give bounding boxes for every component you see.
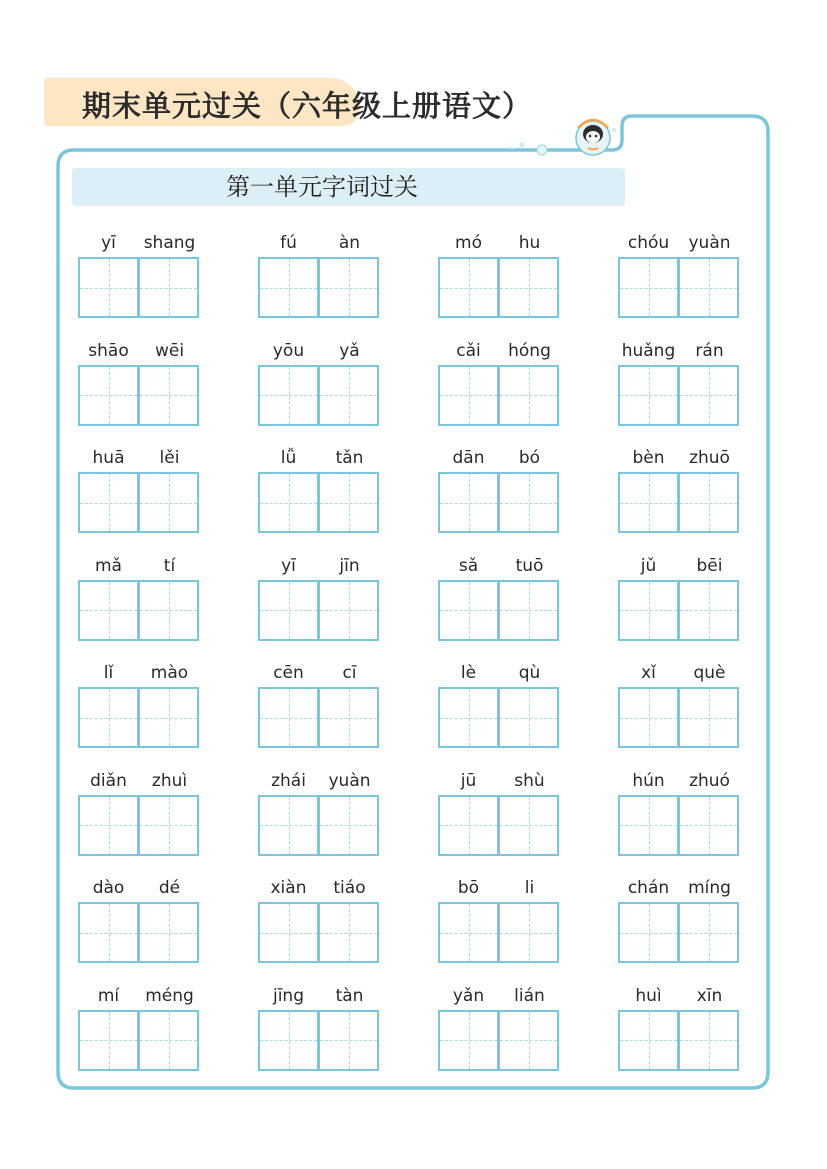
writing-box[interactable] [438, 257, 499, 318]
pinyin-row [618, 660, 740, 686]
writing-box[interactable] [618, 472, 679, 533]
section-header [72, 168, 625, 206]
pinyin-row [78, 983, 200, 1009]
pinyin-label: huì [635, 985, 662, 1006]
writing-box[interactable] [138, 472, 199, 533]
pinyin-label: jīng [272, 985, 304, 1006]
pinyin-label: qù [518, 663, 541, 683]
pinyin-label: rán [695, 340, 724, 361]
pinyin-label: dào [92, 878, 125, 898]
word-item [618, 875, 740, 965]
writing-box[interactable] [498, 580, 559, 641]
pinyin-label: mǎ [95, 555, 122, 576]
word-item [618, 338, 740, 428]
pinyin-label: méng [145, 985, 194, 1006]
writing-box[interactable] [78, 580, 139, 641]
pinyin-label: chán [627, 878, 670, 898]
writing-box[interactable] [618, 795, 679, 856]
pinyin-row [438, 230, 560, 256]
word-item [438, 983, 560, 1073]
word-item [438, 338, 560, 428]
word-item [258, 768, 380, 858]
pinyin-label: lè [460, 663, 477, 683]
pinyin-row [438, 660, 560, 686]
pinyin-row [438, 445, 560, 471]
writing-box[interactable] [678, 580, 739, 641]
writing-box[interactable] [78, 1010, 139, 1071]
writing-box[interactable] [78, 365, 139, 426]
pinyin-row [258, 230, 380, 256]
word-item [78, 338, 200, 428]
writing-box[interactable] [498, 472, 559, 533]
writing-box[interactable] [618, 902, 679, 963]
pinyin-label: yǎ [339, 340, 360, 361]
pinyin-row [258, 875, 380, 901]
word-item [78, 445, 200, 535]
writing-box[interactable] [498, 257, 559, 318]
writing-box[interactable] [138, 1010, 199, 1071]
writing-box[interactable] [438, 687, 499, 748]
writing-box[interactable] [498, 1010, 559, 1071]
writing-box[interactable] [78, 795, 139, 856]
pinyin-label: yī [101, 233, 116, 253]
word-item [258, 338, 380, 428]
pinyin-label: mào [150, 663, 189, 683]
writing-box[interactable] [138, 580, 199, 641]
writing-box[interactable] [78, 257, 139, 318]
writing-box[interactable] [258, 580, 319, 641]
writing-box[interactable] [318, 472, 379, 533]
pinyin-label: sǎ [458, 555, 479, 576]
writing-box[interactable] [618, 687, 679, 748]
pinyin-label: hún [632, 770, 665, 791]
pinyin-row [438, 875, 560, 901]
writing-box[interactable] [438, 795, 499, 856]
pinyin-label: bèn [632, 448, 665, 468]
pinyin-label: cī [342, 663, 357, 683]
word-item [258, 983, 380, 1073]
pinyin-label: jǔ [640, 555, 657, 576]
word-item [618, 553, 740, 643]
pinyin-row [618, 983, 740, 1009]
pinyin-label: tiáo [333, 878, 366, 898]
writing-box[interactable] [438, 1010, 499, 1071]
writing-box[interactable] [138, 365, 199, 426]
pinyin-label: jīn [339, 555, 360, 576]
page-title: 期末单元过关（六年级上册语文） [82, 89, 533, 123]
pinyin-row [258, 445, 380, 471]
mascot-icon [576, 120, 610, 155]
pinyin-label: dān [452, 448, 485, 468]
writing-box[interactable] [258, 1010, 319, 1071]
writing-box[interactable] [318, 580, 379, 641]
pinyin-row [258, 553, 380, 579]
pinyin-row [78, 875, 200, 901]
writing-box[interactable] [318, 902, 379, 963]
writing-box[interactable] [618, 365, 679, 426]
pinyin-label: shāo [88, 340, 129, 361]
pinyin-label: lǐ [103, 663, 114, 683]
pinyin-label: yuàn [688, 233, 731, 253]
pinyin-label: zhuō [689, 448, 730, 468]
word-item [438, 230, 560, 320]
word-item [258, 875, 380, 965]
writing-box[interactable] [618, 1010, 679, 1071]
writing-box[interactable] [258, 365, 319, 426]
pinyin-label: yī [281, 555, 296, 576]
word-item [78, 983, 200, 1073]
writing-box[interactable] [78, 472, 139, 533]
pinyin-row [258, 768, 380, 794]
pinyin-row [618, 553, 740, 579]
pinyin-row [78, 230, 200, 256]
writing-box[interactable] [258, 472, 319, 533]
writing-box[interactable] [498, 687, 559, 748]
writing-box[interactable] [138, 795, 199, 856]
writing-box[interactable] [678, 1010, 739, 1071]
word-item [78, 553, 200, 643]
pinyin-label: zhái [271, 770, 306, 791]
writing-box[interactable] [498, 902, 559, 963]
pinyin-row [438, 338, 560, 364]
pinyin-label: yuàn [328, 770, 371, 791]
pinyin-label: xǐ [641, 663, 656, 683]
word-item [438, 768, 560, 858]
word-item [438, 445, 560, 535]
writing-box[interactable] [318, 257, 379, 318]
word-item [618, 445, 740, 535]
pinyin-label: xīn [696, 985, 723, 1006]
word-item [258, 553, 380, 643]
pinyin-label: jū [460, 770, 477, 791]
pinyin-row [618, 338, 740, 364]
pinyin-label: què [693, 663, 726, 683]
pinyin-label: tí [163, 555, 176, 576]
pinyin-label: li [524, 878, 535, 898]
word-item [618, 660, 740, 750]
writing-box[interactable] [78, 687, 139, 748]
writing-box[interactable] [138, 257, 199, 318]
pinyin-label: bō [457, 878, 480, 898]
pinyin-label: lǚ [280, 448, 297, 468]
writing-box[interactable] [258, 257, 319, 318]
word-item [618, 230, 740, 320]
pinyin-row [78, 338, 200, 364]
pinyin-label: bēi [696, 555, 723, 576]
word-item [78, 875, 200, 965]
writing-box[interactable] [258, 795, 319, 856]
writing-box[interactable] [678, 257, 739, 318]
writing-box[interactable] [618, 257, 679, 318]
pinyin-row [618, 445, 740, 471]
section-title: 第一单元字词过关 [226, 173, 418, 201]
pinyin-row [258, 983, 380, 1009]
pinyin-label: lián [514, 985, 545, 1006]
writing-box[interactable] [678, 687, 739, 748]
writing-box[interactable] [78, 902, 139, 963]
pinyin-row [78, 768, 200, 794]
writing-box[interactable] [678, 365, 739, 426]
pinyin-label: lěi [159, 448, 180, 468]
writing-box[interactable] [318, 795, 379, 856]
pinyin-label: diǎn [90, 770, 127, 791]
writing-box[interactable] [138, 902, 199, 963]
pinyin-label: yǎn [452, 985, 485, 1006]
pinyin-label: shang [143, 233, 196, 253]
word-item [258, 660, 380, 750]
pinyin-label: tàn [335, 985, 364, 1006]
pinyin-label: wēi [154, 340, 185, 361]
pinyin-label: tǎn [335, 448, 364, 468]
pinyin-row [78, 553, 200, 579]
writing-box[interactable] [618, 580, 679, 641]
pinyin-label: bó [518, 448, 541, 468]
pinyin-row [618, 768, 740, 794]
writing-box[interactable] [138, 687, 199, 748]
word-item [258, 230, 380, 320]
writing-box[interactable] [498, 795, 559, 856]
word-item [438, 875, 560, 965]
word-item [618, 983, 740, 1073]
pinyin-row [78, 660, 200, 686]
pinyin-row [618, 230, 740, 256]
pinyin-label: cēn [273, 663, 304, 683]
writing-box[interactable] [438, 580, 499, 641]
writing-box[interactable] [678, 795, 739, 856]
word-item [78, 660, 200, 750]
pinyin-label: huǎng [621, 340, 676, 361]
word-item [438, 553, 560, 643]
pinyin-label: hu [518, 233, 541, 253]
pinyin-row [438, 553, 560, 579]
pinyin-row [258, 338, 380, 364]
pinyin-label: tuō [515, 555, 544, 576]
word-item [438, 660, 560, 750]
pinyin-label: huā [92, 448, 125, 468]
pinyin-label: zhuì [151, 770, 188, 791]
writing-box[interactable] [318, 365, 379, 426]
pinyin-label: fú [280, 233, 297, 253]
pinyin-label: chóu [627, 233, 670, 253]
word-item [78, 768, 200, 858]
writing-box[interactable] [318, 687, 379, 748]
writing-box[interactable] [258, 902, 319, 963]
writing-box[interactable] [498, 365, 559, 426]
writing-box[interactable] [438, 902, 499, 963]
writing-box[interactable] [438, 472, 499, 533]
pinyin-label: cǎi [456, 340, 481, 361]
pinyin-label: àn [338, 233, 361, 253]
pinyin-label: yōu [272, 340, 305, 361]
word-item [78, 230, 200, 320]
pinyin-row [618, 875, 740, 901]
writing-box[interactable] [438, 365, 499, 426]
pinyin-label: hóng [508, 340, 551, 361]
pinyin-row [78, 445, 200, 471]
writing-box[interactable] [678, 902, 739, 963]
writing-box[interactable] [678, 472, 739, 533]
pinyin-row [258, 660, 380, 686]
pinyin-label: dé [158, 878, 181, 898]
word-item [618, 768, 740, 858]
pinyin-label: míng [688, 878, 731, 898]
pinyin-row [438, 983, 560, 1009]
pinyin-label: shù [514, 770, 545, 791]
pinyin-label: mí [97, 985, 120, 1006]
pinyin-row [438, 768, 560, 794]
writing-box[interactable] [258, 687, 319, 748]
pinyin-label: mó [455, 233, 482, 253]
writing-box[interactable] [318, 1010, 379, 1071]
pinyin-label: zhuó [689, 770, 730, 791]
pinyin-label: xiàn [270, 878, 307, 898]
word-item [258, 445, 380, 535]
